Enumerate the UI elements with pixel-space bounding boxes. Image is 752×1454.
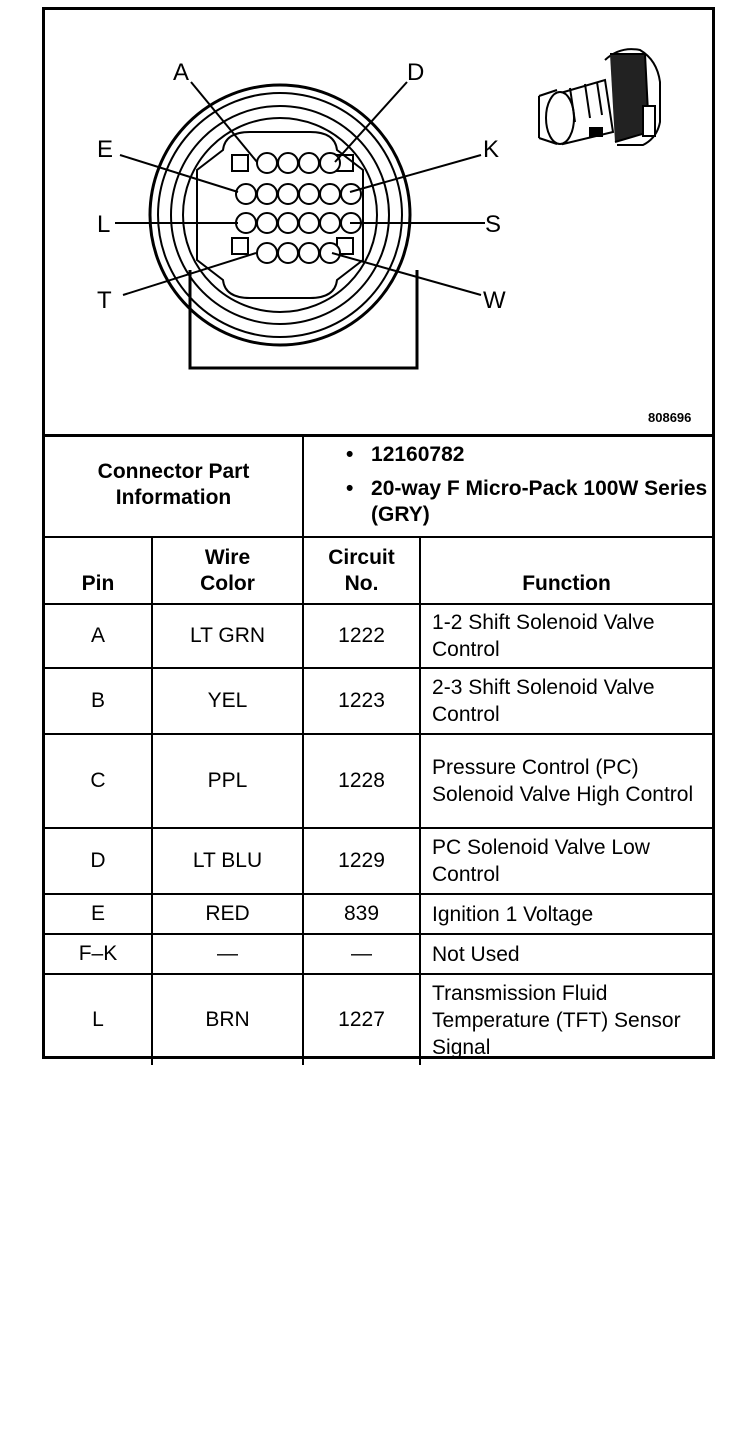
wire-color-cell: LT BLU [152,828,303,894]
pin-cavity [257,213,277,233]
connector-face-drawing [45,10,712,434]
table-header-row [45,537,712,604]
pin-cavity [236,184,256,204]
wire-color-cell: YEL [152,668,303,734]
table-row [45,894,712,934]
circuit-cell: 839 [303,894,420,934]
pin-cell: A [45,604,152,668]
wire-color-cell: LT GRN [152,604,303,668]
table-row [45,828,712,894]
circuit-cell: 1223 [303,668,420,734]
table-row [45,734,712,828]
pin-cavity [236,213,256,233]
pin-callout-a: A [173,59,190,86]
function-cell: Not Used [420,934,712,974]
pin-cavity [278,153,298,173]
connector-part-info-label: Connector Part Information [45,434,303,537]
table-row [45,668,712,734]
table-row [45,934,712,974]
pin-cavity [320,243,340,263]
table-row [45,974,712,1065]
wire-color-cell: RED [152,894,303,934]
pin-callout-d: D [407,59,425,86]
callout-line-w [332,253,481,295]
pin-cavity [257,153,277,173]
pin-cavity [299,213,319,233]
pin-cavity [257,243,277,263]
pin-cavity [299,153,319,173]
pin-callout-t: T [97,287,112,314]
table-row [45,604,712,668]
circuit-cell: — [303,934,420,974]
function-cell: 1-2 Shift Solenoid Valve Control [420,604,712,668]
pin-callout-w: W [483,287,506,314]
pin-cavity [278,213,298,233]
pin-cell: E [45,894,152,934]
pin-cavity [320,213,340,233]
pin-cell: L [45,974,152,1065]
function-cell: Ignition 1 Voltage [420,894,712,934]
pin-cell: B [45,668,152,734]
connector-shell-outer [150,85,410,345]
callout-line-e [120,155,238,192]
pin-callout-l: L [97,211,111,238]
pin-callout-k: K [483,136,500,163]
function-cell: Transmission Fluid Temperature (TFT) Sensor Signal [420,974,712,1065]
pin-t-latch [232,238,248,254]
callout-line-k [350,155,481,192]
function-cell: Pressure Control (PC) Solenoid Valve High Control [420,734,712,828]
wire-color-cell: PPL [152,734,303,828]
pin-cavity [278,184,298,204]
pin-cell: C [45,734,152,828]
function-cell: 2-3 Shift Solenoid Valve Control [420,668,712,734]
figure-number: 808696 [648,410,692,425]
connector-series-item: • 20-way F Micro-Pack 100W Series (GRY) [342,476,712,528]
pin-callout-s: S [485,211,502,238]
part-number-item: • 12160782 [342,442,712,468]
connector-table [45,434,712,1065]
wire-color-cell: — [152,934,303,974]
pin-cavity [278,243,298,263]
circuit-cell: 1228 [303,734,420,828]
circuit-cell: 1229 [303,828,420,894]
pin-cavity [341,184,361,204]
connector-side-view [539,49,660,145]
pin-cavity [299,184,319,204]
wire-color-cell: BRN [152,974,303,1065]
pin-cavity [257,184,277,204]
pin-cavity [299,243,319,263]
circuit-cell: 1227 [303,974,420,1065]
pin-cell: F–K [45,934,152,974]
connector-part-info-list [303,434,712,537]
connector-part-info-row [45,434,712,537]
header-function: Function [420,537,712,604]
circuit-cell: 1222 [303,604,420,668]
header-wire-color: Wire Color [152,537,303,604]
header-pin: Pin [45,537,152,604]
connector-diagram [45,10,712,437]
callout-line-d [335,82,407,162]
pin-cavity [320,153,340,173]
header-circuit-no: Circuit No. [303,537,420,604]
function-cell: PC Solenoid Valve Low Control [420,828,712,894]
pin-cavity [320,184,340,204]
pin-cell: D [45,828,152,894]
pin-a-latch [232,155,248,171]
connector-sheet [42,7,715,1059]
pin-callout-e: E [97,136,114,163]
